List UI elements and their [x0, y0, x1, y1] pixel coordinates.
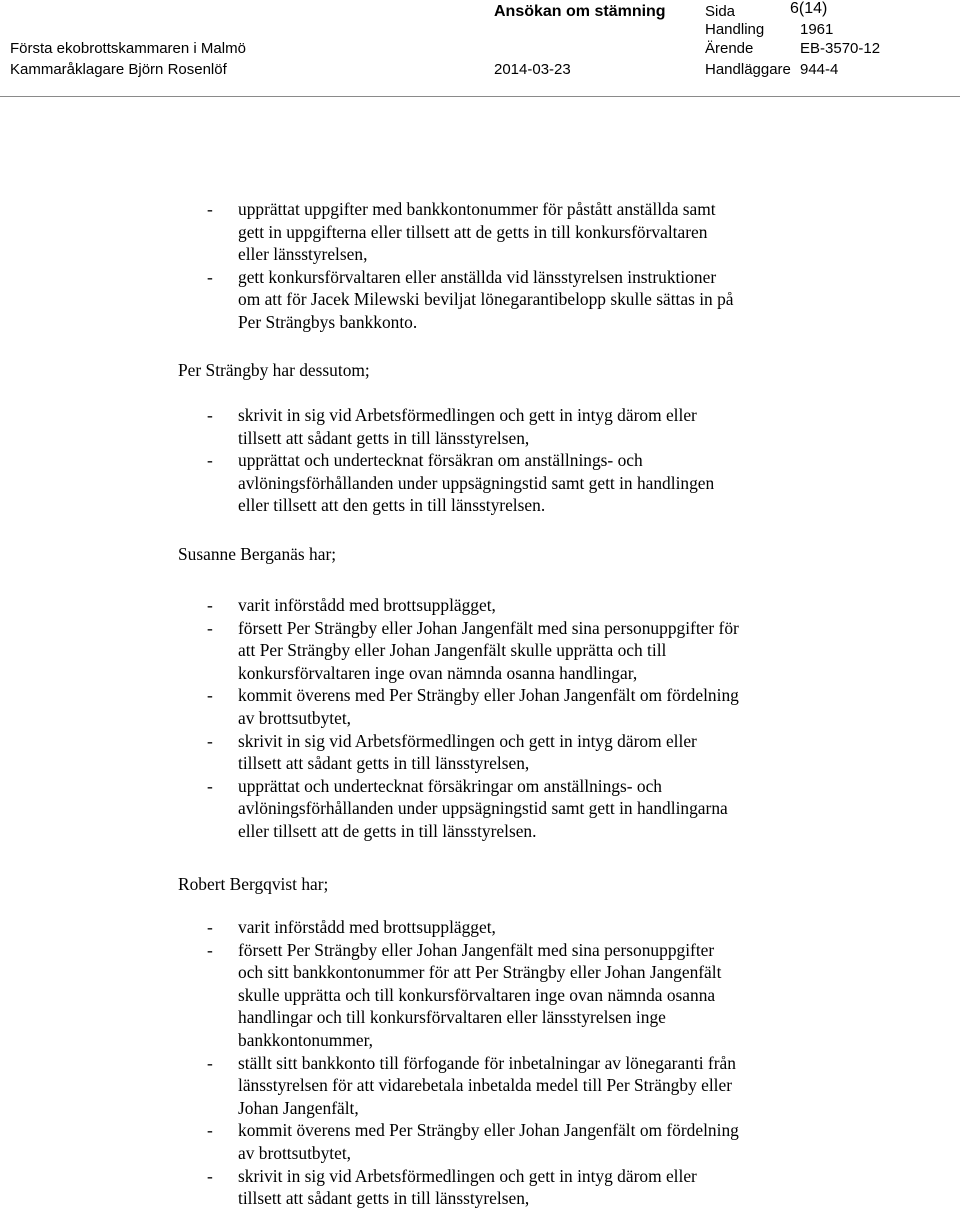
list-item-line: skrivit in sig vid Arbetsförmedlingen och gett in intyg därom eller [238, 405, 697, 425]
prosecutor-name: Kammaråklagare Björn Rosenlöf [10, 61, 227, 78]
bullet-dash: - [207, 1165, 213, 1186]
handling-label: Handling [705, 21, 765, 38]
list-item-line: varit införstådd med brottsupplägget, [238, 917, 496, 937]
bullet-dash: - [207, 450, 213, 471]
handlaggare-label: Handläggare [705, 61, 791, 78]
list-item-line: skrivit in sig vid Arbetsförmedlingen och gett in intyg därom eller [238, 1165, 697, 1186]
list-item-line: avlöningsförhållanden under uppsägningstid samt gett in handlingarna [238, 798, 728, 819]
bullet-dash: - [207, 939, 213, 960]
list-item-line: länsstyrelsen för att vidarebetala inbetalda medel till Per Strängby eller [238, 1075, 733, 1096]
section-heading-per: Per Strängby har dessutom; [178, 360, 370, 380]
list-item-line: handlingar och till konkursförvaltaren eller länsstyrelsen inge [238, 1007, 666, 1028]
bullet-dash: - [207, 775, 213, 796]
bullet-dash: - [207, 617, 213, 638]
list-item-line: upprättat och undertecknat försäkran om anställnings- och [238, 450, 643, 471]
list-item-line: eller länsstyrelsen, [238, 244, 368, 265]
bullet-dash: - [207, 199, 213, 219]
list-item-line: ställt sitt bankkonto till förfogande för inbetalningar av lönegaranti från [238, 1052, 736, 1073]
arende-label: Ärende [705, 40, 754, 57]
sida-value: 6(14) [790, 0, 828, 17]
list-item-line: av brottsutbytet, [238, 1143, 352, 1163]
bullet-dash: - [207, 1052, 213, 1073]
bullet-dash: - [207, 917, 213, 937]
office-name: Första ekobrottskammaren i Malmö [10, 40, 246, 57]
list-item-line: kommit överens med Per Strängby eller Johan Jangenfält om fördelning [238, 685, 739, 706]
list-item-line: upprättat uppgifter med bankkontonummer för påstått anställda samt [238, 199, 716, 219]
document-title: Ansökan om stämning [494, 3, 666, 20]
list-item-line: försett Per Strängby eller Johan Jangenfält med sina personuppgifter för [238, 617, 739, 638]
list-item-line: tillsett att sådant getts in till länsstyrelsen, [238, 427, 530, 448]
list-item-line: upprättat och undertecknat försäkringar om anställnings- och [238, 775, 662, 796]
list-item-line: avlöningsförhållanden under uppsägningstid samt gett in handlingen [238, 472, 715, 493]
list-item-line: tillsett att sådant getts in till länsstyrelsen, [238, 753, 530, 774]
list-item-line: Johan Jangenfält, [238, 1097, 359, 1118]
bullet-dash: - [207, 266, 213, 287]
list-item-line: Per Strängbys bankkonto. [238, 312, 418, 332]
handling-value: 1961 [800, 21, 834, 38]
list-item-line: skrivit in sig vid Arbetsförmedlingen och gett in intyg därom eller [238, 730, 697, 751]
list-item-line: och sitt bankkontonummer för att Per Strängby eller Johan Jangenfält [238, 962, 722, 983]
section-heading-susanne: Susanne Berganäs har; [178, 544, 337, 564]
list-item-line: att Per Strängby eller Johan Jangenfält skulle upprätta och till [238, 640, 667, 661]
list-item-line: försett Per Strängby eller Johan Jangenfält med sina personuppgifter [238, 939, 715, 960]
list-item-line: bankkontonummer, [238, 1030, 374, 1050]
bullet-dash: - [207, 730, 213, 751]
list-item-line: eller tillsett att den getts in till länsstyrelsen. [238, 495, 546, 516]
list-item-line: skulle upprätta och till konkursförvaltaren inge ovan nämnda osanna [238, 984, 716, 1005]
list-item-line: tillsett att sådant getts in till länsstyrelsen, [238, 1188, 530, 1209]
bullet-dash: - [207, 1120, 213, 1141]
list-item-line: eller tillsett att de getts in till länsstyrelsen. [238, 821, 537, 841]
handlaggare-value: 944-4 [800, 61, 839, 78]
list-item-line: konkursförvaltaren inge ovan nämnda osanna handlingar, [238, 662, 638, 683]
list-item-line: varit införstådd med brottsupplägget, [238, 595, 496, 615]
document-date: 2014-03-23 [494, 61, 571, 78]
list-item-line: av brottsutbytet, [238, 708, 352, 728]
list-item-line: gett in uppgifterna eller tillsett att de getts in till konkursförvaltaren [238, 221, 708, 242]
sida-label: Sida [705, 3, 736, 20]
list-item-line: gett konkursförvaltaren eller anställda vid länsstyrelsen instruktioner [238, 266, 717, 287]
section-heading-robert: Robert Bergqvist har; [178, 874, 329, 894]
list-item-line: om att för Jacek Milewski beviljat lönegarantibelopp skulle sättas in på [238, 289, 734, 310]
bullet-dash: - [207, 405, 213, 425]
bullet-dash: - [207, 685, 213, 706]
list-item-line: kommit överens med Per Strängby eller Johan Jangenfält om fördelning [238, 1120, 739, 1141]
arende-value: EB-3570-12 [800, 40, 881, 57]
bullet-dash: - [207, 595, 213, 615]
